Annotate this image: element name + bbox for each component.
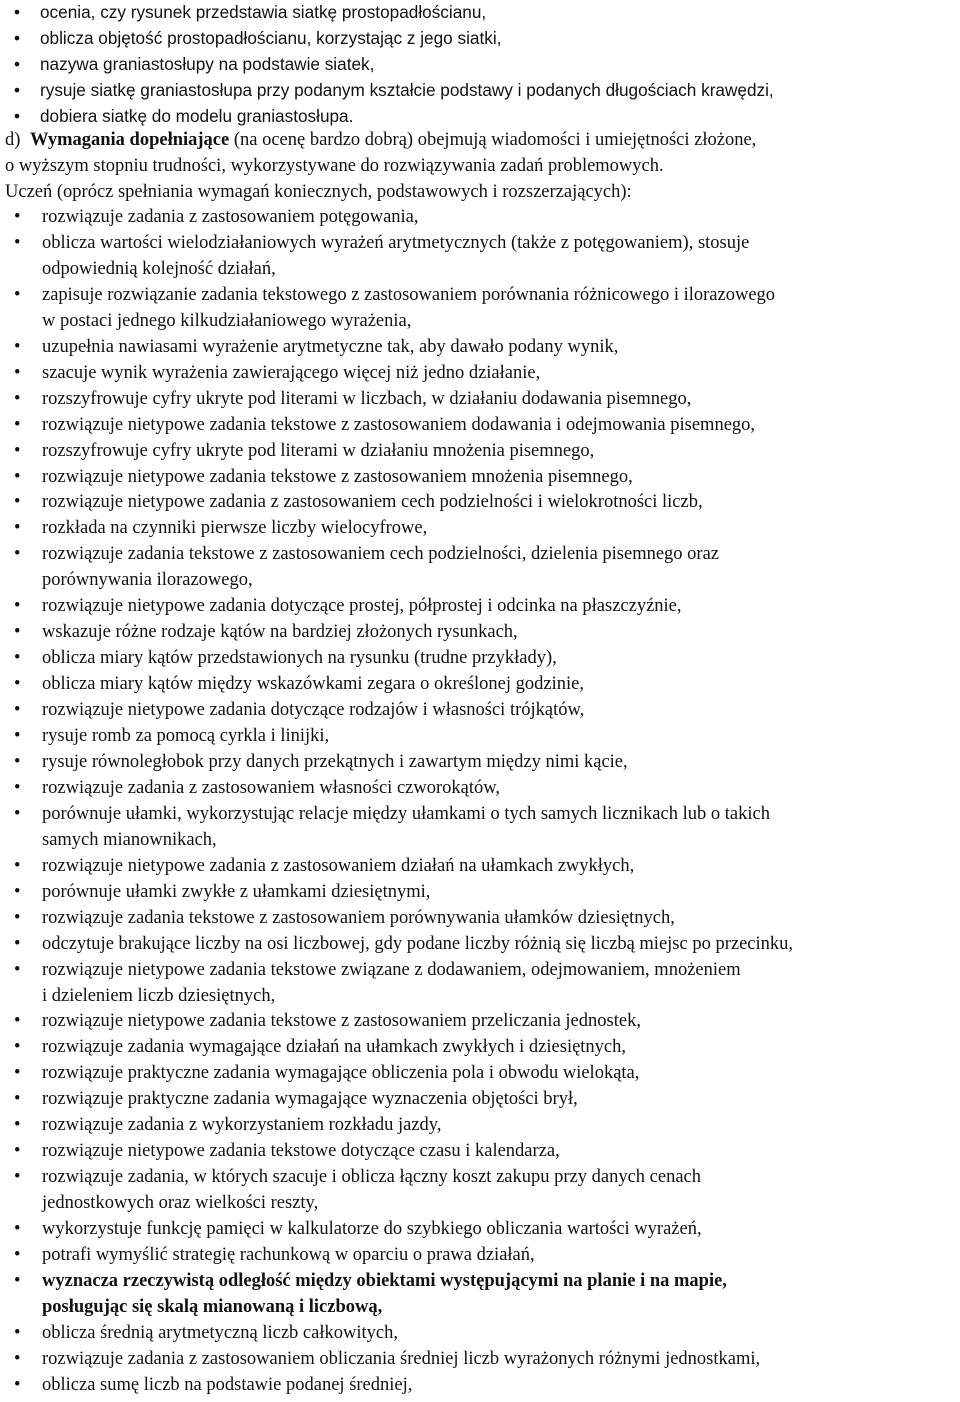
bullet-icon: • [14, 803, 21, 824]
list-item-text: odczytuje brakujące liczby na osi liczbowej, gdy podane liczby różnią się liczbą miejsc po przecinku, [42, 933, 794, 954]
bullet-icon: • [14, 28, 21, 48]
list-item-text: rysuje siatkę graniastosłupa przy podanym kształcie podstawy i podanych długościach krawędzi, [40, 80, 774, 100]
section-intro-rest: (na ocenę bardzo dobrą) obejmują wiadomości i umiejętności złożone, [229, 130, 757, 150]
bullet-icon: • [14, 700, 21, 720]
bullet-icon: • [14, 751, 21, 772]
list-item-text: rozszyfrowuje cyfry ukryte pod literami w działaniu mnożenia pisemnego, [42, 440, 595, 461]
list-item-text: rozwiązuje nietypowe zadania z zastosowaniem działań na ułamkach zwykłych, [42, 855, 635, 876]
list-item-text: rozwiązuje zadania, w których szacuje i oblicza łączny koszt zakupu przy danych cenach [42, 1167, 701, 1188]
list-item-text: rozwiązuje nietypowe zadania tekstowe z zastosowaniem dodawania i odejmowania pisemnego, [42, 414, 756, 435]
bullet-icon: • [14, 959, 21, 980]
bullet-icon: • [14, 1271, 21, 1291]
list-item-text: zapisuje rozwiązanie zadania tekstowego z zastosowaniem porównania różnicowego i ilorazowego [42, 284, 776, 305]
bullet-icon: • [14, 440, 21, 461]
bullet-icon: • [14, 881, 21, 902]
list-item-text-continued: posługując się skalą mianowaną i liczbową, [42, 1296, 383, 1317]
list-item-text: rozszyfrowuje cyfry ukryte pod literami w liczbach, w działaniu dodawania pisemnego, [42, 388, 692, 409]
bullet-icon: • [14, 1374, 21, 1395]
list-item-text: oblicza miary kątów między wskazówkami zegara o określonej godzinie, [42, 674, 584, 695]
bullet-icon: • [14, 1037, 21, 1058]
list-item-text: oblicza średnią arytmetyczną liczb całkowitych, [42, 1322, 398, 1343]
bullet-icon: • [14, 1167, 21, 1188]
bullet-icon: • [14, 855, 21, 876]
list-item-text: rozwiązuje zadania z zastosowaniem własności czworokątów, [42, 777, 501, 798]
list-item-text: rysuje równoległobok przy danych przekątnych i zawartym między nimi kącie, [42, 751, 628, 772]
bullet-icon: • [14, 414, 21, 435]
bullet-icon: • [14, 106, 21, 126]
list-item-text: rozwiązuje nietypowe zadania dotyczące prostej, półprostej i odcinka na płaszczyźnie, [42, 596, 682, 617]
list-item-text: dobiera siatkę do modelu graniastosłupa. [40, 106, 354, 126]
section-lead-text: Uczeń (oprócz spełniania wymagań koniecznych, podstawowych i rozszerzających): [5, 182, 632, 202]
list-item-text: porównuje ułamki, wykorzystując relacje między ułamkami o tych samych licznikach lub o takich [42, 803, 770, 824]
list-item-text: ocenia, czy rysunek przedstawia siatkę prostopadłościanu, [40, 2, 487, 22]
list-item-text: wykorzystuje funkcję pamięci w kalkulatorze do szybkiego obliczania wartości wyrażeń, [42, 1219, 702, 1239]
list-item-text: rozwiązuje zadania wymagające działań na ułamkach zwykłych i dziesiętnych, [42, 1037, 627, 1058]
list-item-text: rozwiązuje nietypowe zadania tekstowe dotyczące czasu i kalendarza, [42, 1141, 560, 1162]
section-intro-line2-text: o wyższym stopniu trudności, wykorzystywane do rozwiązywania zadań problemowych. [5, 156, 664, 176]
list-item-text: rozwiązuje nietypowe zadania z zastosowaniem cech podzielności i wielokrotności liczb, [42, 492, 703, 513]
list-item-text: rozwiązuje nietypowe zadania tekstowe związane z dodawaniem, odejmowaniem, mnożeniem [42, 959, 741, 980]
list-item-text: potrafi wymyślić strategię rachunkową w oparciu o prawa działań, [42, 1245, 535, 1265]
bullet-icon: • [14, 1245, 21, 1265]
bullet-icon: • [14, 207, 21, 227]
list-item-text: oblicza miary kątów przedstawionych na rysunku (trudne przykłady), [42, 648, 557, 669]
list-item-text: rysuje romb za pomocą cyrkla i linijki, [42, 726, 330, 746]
list-item-text: rozwiązuje zadania z zastosowaniem potęgowania, [42, 207, 419, 227]
list-item-text-continued: w postaci jednego kilkudziałaniowego wyrażenia, [42, 310, 412, 331]
bullet-icon: • [14, 907, 21, 928]
bullet-icon: • [14, 466, 21, 487]
bullet-icon: • [14, 492, 21, 513]
bullet-icon: • [14, 54, 21, 74]
bullet-icon: • [14, 648, 21, 669]
bullet-icon: • [14, 1063, 21, 1084]
bullet-icon: • [14, 2, 21, 22]
section-label: d) [5, 130, 21, 150]
list-item-text: rozwiązuje zadania tekstowe z zastosowaniem porównywania ułamków dziesiętnych, [42, 907, 675, 928]
bullet-icon: • [14, 1219, 21, 1239]
list-item-text-continued: i dzieleniem liczb dziesiętnych, [42, 985, 276, 1006]
list-item-text: rozwiązuje zadania tekstowe z zastosowaniem cech podzielności, dzielenia pisemnego oraz [42, 544, 720, 565]
list-item-text-continued: jednostkowych oraz wielkości reszty, [42, 1193, 319, 1214]
list-item-text: rozwiązuje praktyczne zadania wymagające obliczenia pola i obwodu wielokąta, [42, 1063, 640, 1084]
list-item-text: rozkłada na czynniki pierwsze liczby wielocyfrowe, [42, 518, 428, 539]
bullet-icon: • [14, 80, 21, 100]
bullet-icon: • [14, 1348, 21, 1369]
list-item-text: wyznacza rzeczywistą odległość między obiektami występującymi na planie i na mapie, [42, 1271, 727, 1291]
list-item-text-continued: porównywania ilorazowego, [42, 570, 253, 591]
bullet-icon: • [14, 232, 21, 253]
bullet-icon: • [14, 336, 21, 357]
bullet-icon: • [14, 1089, 21, 1110]
bullet-icon: • [14, 362, 21, 383]
list-item-text: porównuje ułamki zwykłe z ułamkami dziesiętnymi, [42, 881, 431, 902]
list-item-text-continued: odpowiednią kolejność działań, [42, 258, 276, 279]
list-item-text: uzupełnia nawiasami wyrażenie arytmetyczne tak, aby dawało podany wynik, [42, 336, 619, 357]
list-item-text: rozwiązuje zadania z wykorzystaniem rozkładu jazdy, [42, 1115, 442, 1136]
list-item-text: oblicza objętość prostopadłościanu, korzystając z jego siatki, [40, 28, 502, 48]
bullet-icon: • [14, 726, 21, 746]
bullet-icon: • [14, 544, 21, 565]
list-item-text: wskazuje różne rodzaje kątów na bardziej złożonych rysunkach, [42, 622, 518, 643]
bullet-icon: • [14, 674, 21, 695]
list-item-text: oblicza wartości wielodziałaniowych wyrażeń arytmetycznych (także z potęgowaniem), stosuje [42, 232, 750, 253]
list-item-text: rozwiązuje nietypowe zadania dotyczące rodzajów i własności trójkątów, [42, 700, 585, 720]
bullet-icon: • [14, 622, 21, 643]
section-title: Wymagania dopełniające [30, 130, 230, 150]
list-item-text: szacuje wynik wyrażenia zawierającego więcej niż jedno działanie, [42, 362, 541, 383]
bullet-icon: • [14, 388, 21, 409]
list-item-text: rozwiązuje zadania z zastosowaniem obliczania średniej liczb wyrażonych różnymi jednostkami, [42, 1348, 761, 1369]
bullet-icon: • [14, 518, 21, 539]
list-item-text-continued: samych mianownikach, [42, 829, 217, 850]
bullet-icon: • [14, 777, 21, 798]
bullet-icon: • [14, 596, 21, 617]
bullet-icon: • [14, 1141, 21, 1162]
list-item-text: oblicza sumę liczb na podstawie podanej średniej, [42, 1374, 413, 1395]
bullet-icon: • [14, 284, 21, 305]
bullet-icon: • [14, 1115, 21, 1136]
list-item-text: nazywa graniastosłupy na podstawie siatek, [40, 54, 375, 74]
list-item-text: rozwiązuje praktyczne zadania wymagające wyznaczenia objętości brył, [42, 1089, 578, 1110]
list-item-text: rozwiązuje nietypowe zadania tekstowe z zastosowaniem mnożenia pisemnego, [42, 466, 633, 487]
section-intro [30, 130, 756, 151]
bullet-icon: • [14, 933, 21, 954]
bullet-icon: • [14, 1322, 21, 1343]
bullet-icon: • [14, 1011, 21, 1032]
list-item-text: rozwiązuje nietypowe zadania tekstowe z zastosowaniem przeliczania jednostek, [42, 1011, 641, 1032]
